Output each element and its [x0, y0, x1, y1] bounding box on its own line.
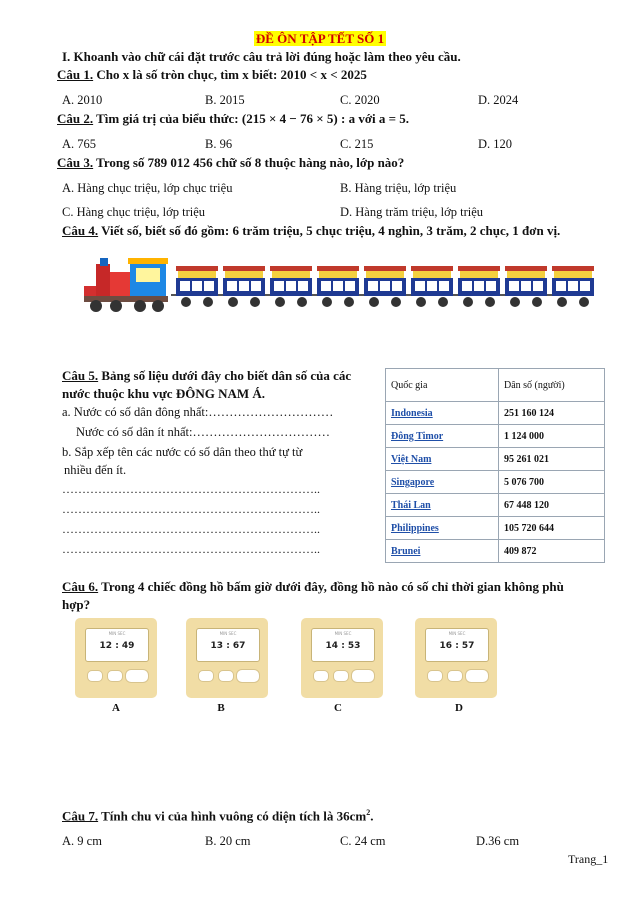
q7-option-b[interactable]: B. 20 cm [205, 834, 251, 848]
country-cell[interactable]: Thái Lan [386, 494, 499, 517]
stopwatch-screen [311, 628, 375, 662]
question-3: Câu 3. Trong số 789 012 456 chữ số 8 thuộc hàng nào, lớp nào? [57, 155, 405, 170]
population-cell: 1 124 000 [499, 425, 605, 448]
stopwatch-label-b: B [217, 702, 225, 714]
stopwatch-time: 16 : 57 [439, 641, 475, 651]
table-header-country: Quốc gia [386, 369, 499, 402]
q3-option-d[interactable]: D. Hàng trăm triệu, lớp triệu [340, 205, 484, 219]
table-row [386, 471, 605, 494]
answer-line[interactable]: ……………………………………………………….. [62, 542, 320, 556]
wagon-icon [265, 266, 312, 307]
q2-option-c[interactable]: C. 215 [340, 137, 374, 151]
q5b-instruction-line2: nhiều đến ít. [64, 463, 127, 477]
country-cell[interactable]: Indonesia [386, 402, 499, 425]
country-cell[interactable]: Brunei [386, 540, 499, 563]
table-row [386, 402, 605, 425]
q2-option-d[interactable]: D. 120 [478, 137, 513, 151]
wagon-icon [312, 266, 359, 307]
q2-option-b[interactable]: B. 96 [205, 137, 233, 151]
page-number: Trang_1 [568, 852, 609, 866]
stopwatch-screen [196, 628, 260, 662]
table-row [386, 540, 605, 563]
question-4: Câu 4. Viết số, biết số đó gồm: 6 trăm triệu, 5 chục triệu, 4 nghìn, 3 trăm, 2 chục, 1 đơn vị. [62, 223, 561, 238]
stopwatch-label-a: A [112, 702, 120, 714]
table-row [386, 494, 605, 517]
population-cell: 5 076 700 [499, 471, 605, 494]
q7-option-a[interactable]: A. 9 cm [62, 834, 102, 848]
section-heading: I. Khoanh vào chữ cái đặt trước câu trả lời đúng hoặc làm theo yêu cầu. [62, 49, 461, 64]
stopwatch-button[interactable] [447, 670, 463, 682]
stopwatch-a[interactable] [75, 618, 157, 698]
stopwatch-button[interactable] [465, 669, 489, 683]
q2-option-a[interactable]: A. 765 [62, 137, 97, 151]
locomotive-icon [84, 258, 168, 312]
table-header-population: Dân số (người) [499, 369, 605, 402]
stopwatch-button[interactable] [107, 670, 123, 682]
stopwatch-button[interactable] [218, 670, 234, 682]
stopwatch-button[interactable] [125, 669, 149, 683]
stopwatch-button[interactable] [87, 670, 103, 682]
population-cell: 251 160 124 [499, 402, 605, 425]
q5a-most-populous[interactable]: a. Nước có số dân đông nhất:………………………… [62, 405, 334, 419]
wagon-icon [547, 266, 594, 307]
q7-option-c[interactable]: C. 24 cm [340, 834, 386, 848]
question-7: Câu 7. Tính chu vi của hình vuông có diện tích là $36cm^2$. [62, 808, 374, 824]
wagon-icon [359, 266, 406, 307]
q5b-instruction: b. Sắp xếp tên các nước có số dân theo thứ tự từ [62, 445, 303, 459]
population-cell: 105 720 644 [499, 517, 605, 540]
wagon-icon [406, 266, 453, 307]
country-cell[interactable]: Đông Timor [386, 425, 499, 448]
question-2: Câu 2. Tìm giá trị của biểu thức: (215 × 4 − 76 × 5) : a với a = 5. [57, 111, 410, 126]
wagon-icon [500, 266, 547, 307]
country-cell[interactable]: Singapore [386, 471, 499, 494]
population-cell: 67 448 120 [499, 494, 605, 517]
wagon-icon [453, 266, 500, 307]
stopwatch-c[interactable] [301, 618, 383, 698]
stopwatch-time: 13 : 67 [210, 641, 246, 651]
q1-option-a[interactable]: A. 2010 [62, 93, 103, 107]
stopwatch-button[interactable] [236, 669, 260, 683]
q3-option-c[interactable]: C. Hàng chục triệu, lớp triệu [62, 205, 206, 219]
stopwatch-header: MIN SEC [108, 631, 126, 636]
wagons [171, 266, 594, 307]
stopwatch-screen [85, 628, 149, 662]
stopwatch-button[interactable] [427, 670, 443, 682]
q1-option-b[interactable]: B. 2015 [205, 93, 245, 107]
stopwatch-d[interactable] [415, 618, 497, 698]
population-cell: 409 872 [499, 540, 605, 563]
stopwatch-button[interactable] [333, 670, 349, 682]
question-5-line2: nước thuộc khu vực ĐÔNG NAM Á. [62, 386, 266, 401]
stopwatch-label-c: C [334, 702, 342, 714]
stopwatch-button[interactable] [351, 669, 375, 683]
stopwatch-time: 14 : 53 [325, 641, 361, 651]
question-6-line2: hợp? [62, 597, 91, 612]
stopwatch-header: MIN SEC [448, 631, 466, 636]
q5a-least-populous[interactable]: Nước có số dân ít nhất:…………………………… [76, 425, 330, 439]
table-row [386, 517, 605, 540]
table-row [386, 448, 605, 471]
stopwatch-label-d: D [455, 702, 463, 714]
stopwatch-b[interactable] [186, 618, 268, 698]
stopwatch-button[interactable] [313, 670, 329, 682]
q7-option-d[interactable]: D.36 cm [476, 834, 520, 848]
country-cell[interactable]: Việt Nam [386, 448, 499, 471]
population-cell: 95 261 021 [499, 448, 605, 471]
question-1: Câu 1. Cho x là số tròn chục, tìm x biết: 2010 < x < 2025 [57, 67, 367, 82]
country-cell[interactable]: Philippines [386, 517, 499, 540]
stopwatch-button[interactable] [198, 670, 214, 682]
page-title: ĐỀ ÔN TẬP TẾT SỐ 1 [255, 31, 385, 46]
wagon-icon [218, 266, 265, 307]
stopwatch-header: MIN SEC [219, 631, 237, 636]
stopwatch-time: 12 : 49 [99, 641, 135, 651]
q3-option-b[interactable]: B. Hàng triệu, lớp triệu [340, 181, 457, 195]
wagon-icon [171, 266, 218, 307]
stopwatch-header: MIN SEC [334, 631, 352, 636]
answer-line[interactable]: ……………………………………………………….. [62, 502, 320, 516]
question-5: Câu 5. Bảng số liệu dưới đây cho biết dân số của các [62, 368, 352, 383]
table-row [386, 425, 605, 448]
population-table [385, 368, 605, 563]
q1-option-c[interactable]: C. 2020 [340, 93, 380, 107]
answer-line[interactable]: ……………………………………………………….. [62, 482, 320, 496]
stopwatch-screen [425, 628, 489, 662]
q1-option-d[interactable]: D. 2024 [478, 93, 519, 107]
question-6: Câu 6. Trong 4 chiếc đồng hồ bấm giờ dưới đây, đồng hồ nào có số chỉ thời gian không phù [62, 579, 564, 594]
q3-option-a[interactable]: A. Hàng chục triệu, lớp chục triệu [62, 181, 233, 195]
answer-line[interactable]: ……………………………………………………….. [62, 522, 320, 536]
train-illustration [84, 256, 600, 316]
